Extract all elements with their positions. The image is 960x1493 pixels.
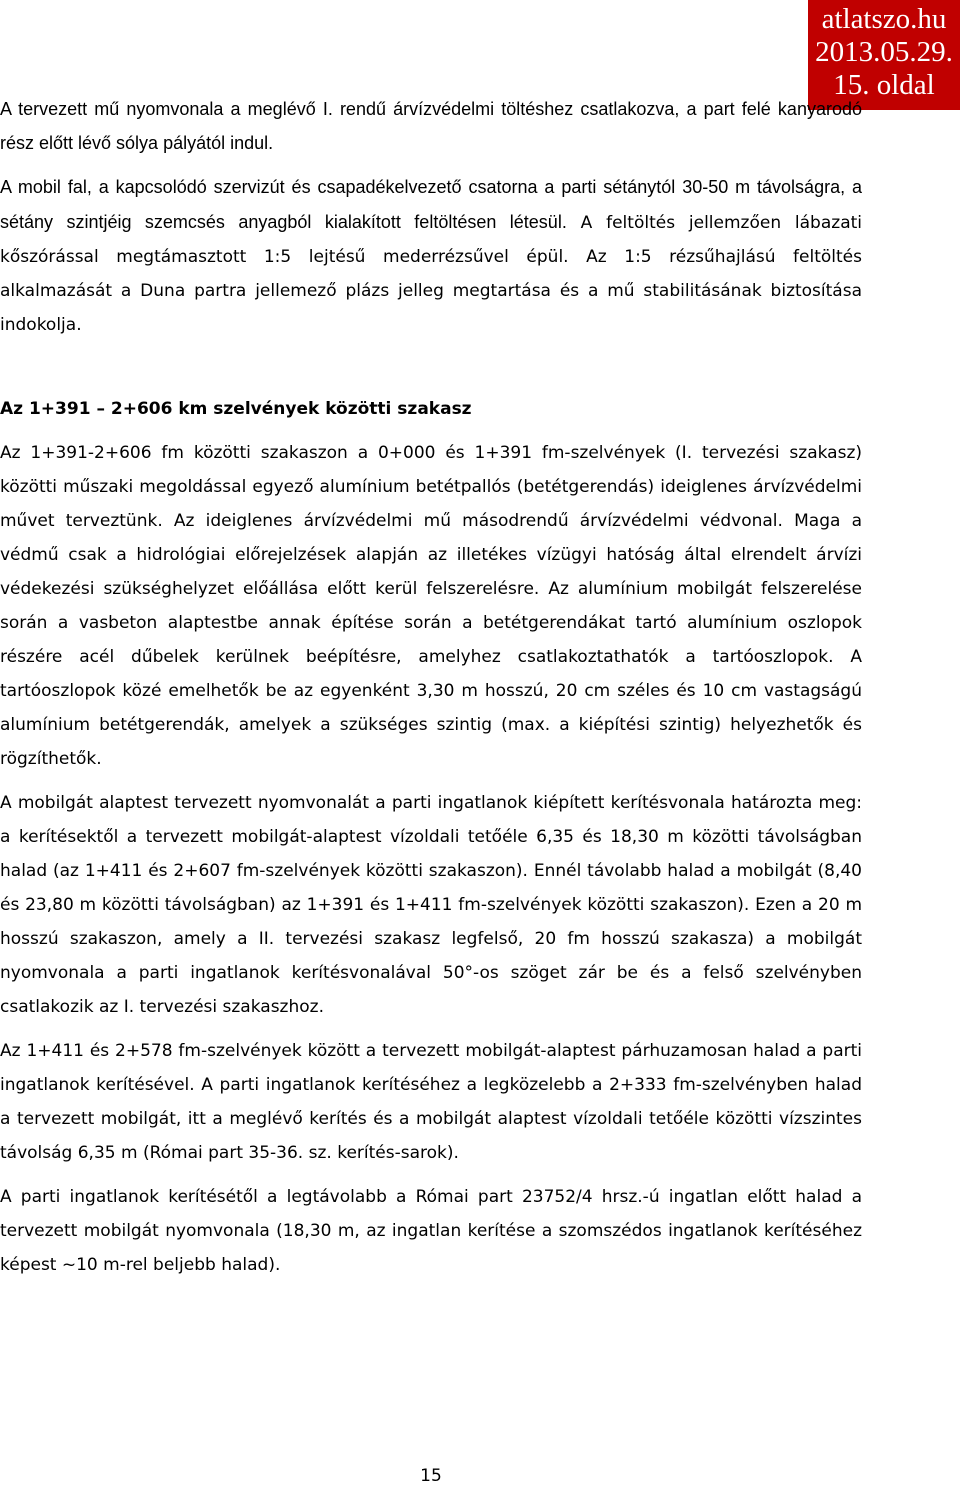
- stamp-page: 15. oldal: [833, 69, 935, 101]
- paragraph-intro: A tervezett mű nyomvonala a meglévő I. rendű árvízvédelmi töltéshez csatlakozva, a part felé kanyarodó rész előtt lévő sólya pályától indul.: [0, 99, 862, 153]
- stamp-site: atlatszo.hu: [821, 3, 947, 35]
- paragraph-solution: Az 1+391-2+606 fm közötti szakaszon a 0+000 és 1+391 fm-szelvények (I. tervezési szakasz) közötti műszaki megoldással egyező alumínium betétpallós (betétgerendás) ideiglenes árvízvédelmi művet terveztünk. Az ideiglenes árvízvédelmi mű másodrendű árvízvédelmi védvonal. Maga a védmű csak a hidrológiai előrejelzések alapján az illetékes vízügyi hatóság által elrendelt árvízi védekezési szükséghelyzet előállása előtt kerül felszerelésre. Az alumínium mobilgát felszerelése során a vasbeton alaptestbe annak építése során a betétgerendákat tartó alumínium oszlopok részére acél dűbelek kerülnek beépítésre, amelyhez csatlakoztathatók a tartóoszlopok. A tartóoszlopok közé emelhetők be az egyenként 3,30 m hosszú, 20 cm széles és 10 cm vastagságú alumínium betétgerendák, amelyek a szükséges szintig (max. a kiépítési szintig) helyezhetők és rögzíthetők.: [0, 443, 862, 769]
- paragraph-fill-part2: A feltöltés jellemzően lábazati kőszórással megtámasztott 1:5 lejtésű mederrézsűvel épül. Az 1:5 rézsűhajlású feltöltés alkalmazását a Duna partra jellemező plázs jelleg megtartása és a mű stabilitásának biztosítása indokolja.: [0, 213, 862, 335]
- paragraph-alignment: A mobilgát alaptest tervezett nyomvonalát a parti ingatlanok kiépített kerítésvonala határozta meg: a kerítésektől a tervezett mobilgát-alaptest vízoldali tetőéle 6,35 és 18,30 m közötti távolságban halad (az 1+411 és 2+607 fm-szelvények közötti szakaszon). Ennél távolabb halad a mobilgát (8,40 és 23,80 m közötti távolságban) az 1+391 és 1+411 fm-szelvények közötti szakaszon). Ezen a 20 m hosszú szakaszon, amely a II. tervezési szakasz legfelső, 20 fm hosszú szakasza) a mobilgát nyomvonala a parti ingatlanok kerítésvonalával 50°-os szöget zár be és a felső szelvényben csatlakozik az I. tervezési szakaszhoz.: [0, 793, 862, 1017]
- paragraph-farthest: A parti ingatlanok kerítésétől a legtávolabb a Római part 23752/4 hrsz.-ú ingatlan előtt halad a tervezett mobilgát nyomvonala (18,30 m, az ingatlan kerítése a szomszédos ingatlanok kerítéséhez képest ~10 m-rel beljebb halad).: [0, 1187, 862, 1275]
- paragraph-fill: [0, 170, 862, 342]
- stamp-date: 2013.05.29.: [815, 36, 953, 68]
- section-heading: Az 1+391 – 2+606 km szelvények közötti szakasz: [0, 399, 472, 419]
- page-number: 15: [420, 1466, 442, 1486]
- document-body: [0, 92, 862, 1282]
- paragraph-fill-part1: A mobil fal, a kapcsolódó szervizút és csapadékelvezető csatorna a parti sétánytól 30-50 m távolságra, a sétány szintjéig szemcsés anyagból kialakított feltöltésen létesül.: [0, 177, 862, 232]
- paragraph-parallel: Az 1+411 és 2+578 fm-szelvények között a tervezett mobilgát-alaptest párhuzamosan halad a parti ingatlanok kerítésével. A parti ingatlanok kerítéséhez a legközelebb a 2+333 fm-szelvényben halad a tervezett mobilgát, itt a meglévő kerítés és a mobilgát alaptest vízoldali tetőéle közötti vízszintes távolság 6,35 m (Római part 35-36. sz. kerítés-sarok).: [0, 1041, 862, 1163]
